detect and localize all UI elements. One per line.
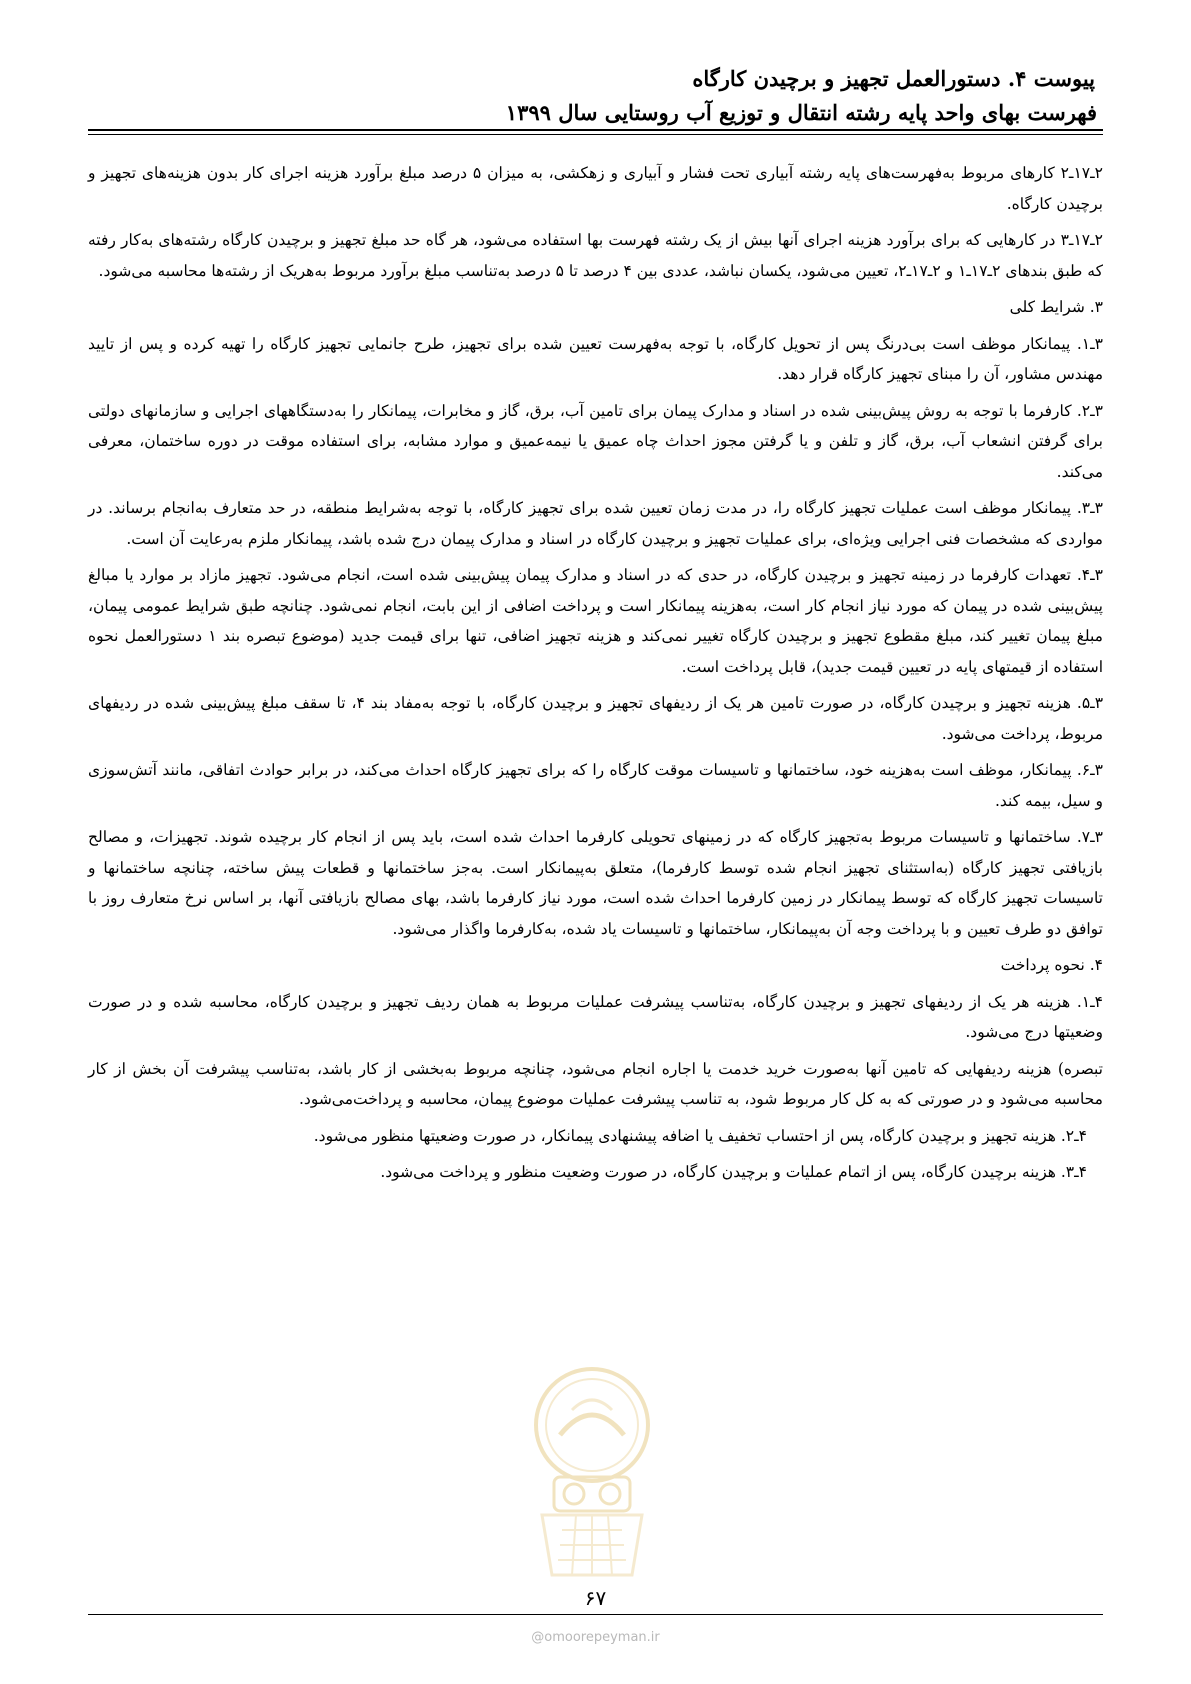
paragraph-3-4: ۳ـ۴. تعهدات کارفرما در زمینه تجهیز و برچیدن کارگاه، در حدی که در اسناد و مدارک پیمان پیش‌بینی شده است، انجام می‌شود. تجهیز مازاد بر موارد یا مبالغ پیش‌بینی شده در پیمان که مورد نیاز انجام کار است، به‌هزینه پیمانکار است و پرداخت اضافی از این بابت، انجام نمی‌شود. چنانچه طبق شرایط عمومی پیمان، مبلغ پیمان تغییر کند، مبلغ مقطوع تجهیز و برچیدن کارگاه تغییر نمی‌کند و هزینه تجهیز اضافی، تنها برای قیمت جدید (موضوع تبصره بند ۱ دستورالعمل نحوه استفاده از قیمتهای پایه در تعیین قیمت جدید)، قابل پرداخت است. bbox=[88, 566, 1103, 676]
paragraph-3-3: ۳ـ۳. پیمانکار موظف است عملیات تجهیز کارگاه را، در مدت زمان تعیین شده برای تجهیز کارگاه، با توجه به‌شرایط منطقه، در حد متعارف به‌انجام برساند. در مواردی که مشخصات فنی اجرایی ویژه‌ای، برای عملیات تجهیز و برچیدن کارگاه در اسناد و مدارک پیمان درج شده باشد، پیمانکار ملزم به‌رعایت آن است. bbox=[88, 499, 1103, 548]
page-number: ۶۷ bbox=[584, 1586, 607, 1610]
document-title: فهرست بهای واحد پایه رشته انتقال و توزیع آب روستایی سال ۱۳۹۹ bbox=[505, 100, 1097, 125]
section-heading-general-conditions: ۳. شرایط کلی bbox=[1009, 298, 1103, 316]
header-rule-thin bbox=[88, 134, 1103, 135]
watermark-url: @omoorepeyman.ir bbox=[531, 1630, 660, 1645]
paragraph-3-6: ۳ـ۶. پیمانکار، موظف است به‌هزینه خود، ساختمانها و تاسیسات موقت کارگاه را که برای تجهیز کارگاه احداث می‌کند، در برابر حوادث اتفاقی، مانند آتش‌سوزی و سیل، بیمه کند. bbox=[88, 761, 1103, 810]
paragraph-3-5: ۳ـ۵. هزینه تجهیز و برچیدن کارگاه، در صورت تامین هر یک از ردیفهای تجهیز و برچیدن کارگاه، با توجه به‌مفاد بند ۴، تا سقف مبلغ پیش‌بینی شده در ردیفهای مربوط، پرداخت می‌شود. bbox=[88, 694, 1104, 743]
paragraph-4-3: ۴ـ۳. هزینه برچیدن کارگاه، پس از اتمام عملیات و برچیدن کارگاه، در صورت وضعیت منظور و پرداخت می‌شود. bbox=[380, 1163, 1087, 1181]
paragraph-2-17-2: ۲ـ۱۷ـ۲ کارهای مربوط به‌فهرست‌های پایه رشته آبیاری تحت فشار و آبیاری و زهکشی، به میزان ۵ درصد مبلغ برآورد هزینه اجرای کار بدون هزینه‌های تجهیز و برچیدن کارگاه. bbox=[88, 164, 1103, 213]
paragraph-3-2: ۳ـ۲. کارفرما با توجه به روش پیش‌بینی شده در اسناد و مدارک پیمان برای تامین آب، برق، گاز و مخابرات، پیمانکار را به‌دستگاههای اجرایی و سازمانهای دولتی برای گرفتن انشعاب آب، برق، گاز و تلفن و یا گرفتن مجوز احداث چاه عمیق یا نیمه‌عمیق و موارد مشابه، برای استفاده موقت در دوره ساختمان، معرفی می‌کند. bbox=[88, 401, 1103, 481]
paragraph-note: تبصره) هزینه ردیفهایی که تامین آنها به‌صورت خرید خدمت یا اجاره انجام می‌شود، چنانچه مربوط به‌بخشی از کار باشد، به‌تناسب پیشرفت آن بخش از کار محاسبه می‌شود و در صورتی که به کل کار مربوط شود، به تناسب پیشرفت عملیات موضوع پیمان، محاسبه و پرداخت‌می‌شود. bbox=[88, 1059, 1103, 1108]
paragraph-3-7: ۳ـ۷. ساختمانها و تاسیسات مربوط به‌تجهیز کارگاه که در زمینهای تحویلی کارفرما احداث شده است، باید پس از انجام کار برچیده شوند. تجهیزات، و مصالح بازیافتی تجهیز کارگاه (به‌استثنای تجهیز انجام شده توسط کارفرما)، متعلق به‌پیمانکار است. به‌جز ساختمانها و قطعات پیش ساخته، چنانچه ساختمانها و تاسیسات تجهیز کارگاه که توسط پیمانکار در زمین کارفرما احداث شده است، مورد نیاز کارفرما باشد، بهای مصالح بازیافتی آنها، بر اساس نرخ متعارف روز با توافق دو طرف تعیین و با پرداخت وجه آن به‌پیمانکار، ساختمانها و تاسیسات یاد شده، به‌کارفرما واگذار می‌شود. bbox=[88, 828, 1103, 938]
section-heading-payment-method: ۴. نحوه پرداخت bbox=[1000, 956, 1103, 974]
document-body bbox=[88, 158, 1103, 1194]
paragraph-2-17-3: ۲ـ۱۷ـ۳ در کارهایی که برای برآورد هزینه اجرای آنها بیش از یک رشته فهرست بها استفاده می‌شود، هر گاه حد مبلغ تجهیز و برچیدن کارگاه رشته‌های به‌کار رفته که طبق بندهای ۲ـ۱۷ـ۱ و ۲ـ۱۷ـ۲، تعیین می‌شود، یکسان نباشد، عددی بین ۴ درصد تا ۵ درصد به‌تناسب مبلغ برآورد مربوط به‌هریک از رشته‌ها محاسبه می‌شود. bbox=[88, 231, 1103, 280]
seal-watermark-icon bbox=[512, 1365, 672, 1585]
paragraph-4-1: ۴ـ۱. هزینه هر یک از ردیفهای تجهیز و برچیدن کارگاه، به‌تناسب پیشرفت عملیات مربوط به همان ردیف تجهیز و برچیدن کارگاه، محاسبه شده و در صورت وضعیتها درج می‌شود. bbox=[88, 992, 1103, 1041]
appendix-title: پیوست ۴. دستورالعمل تجهیز و برچیدن کارگاه bbox=[692, 66, 1095, 91]
footer-rule bbox=[88, 1614, 1103, 1615]
header-rule-thick bbox=[88, 129, 1103, 131]
page-header bbox=[92, 62, 1099, 130]
paragraph-3-1: ۳ـ۱. پیمانکار موظف است بی‌درنگ پس از تحویل کارگاه، با توجه به‌فهرست تعیین شده برای تجهیز، طرح جانمایی تجهیز کارگاه را تهیه کرده و پس از تایید مهندس مشاور، آن را مبنای تجهیز کارگاه قرار دهد. bbox=[88, 334, 1103, 383]
paragraph-4-2: ۴ـ۲. هزینه تجهیز و برچیدن کارگاه، پس از احتساب تخفیف یا اضافه پیشنهادی پیمانکار، در صورت وضعیتها منظور می‌شود. bbox=[313, 1126, 1087, 1145]
